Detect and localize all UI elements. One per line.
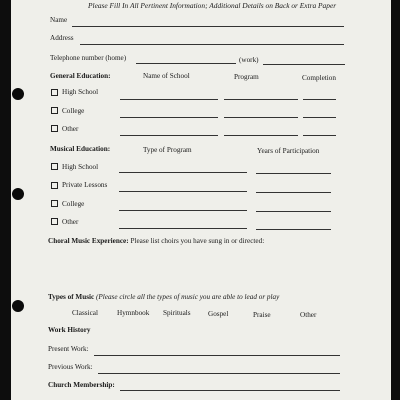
name-field[interactable] xyxy=(72,26,344,27)
choral-section xyxy=(48,238,264,245)
row-label-other: Other xyxy=(62,218,79,226)
choral-prompt: Please list choirs you have sung in or directed: xyxy=(130,237,265,245)
types-of-music-section xyxy=(48,294,279,301)
music-option-hymnbook[interactable]: Hymnbook xyxy=(117,309,150,317)
row-label-high-school: High School xyxy=(62,163,99,171)
years-field[interactable] xyxy=(256,211,331,212)
completion-field[interactable] xyxy=(303,135,336,136)
telephone-work-label: (work) xyxy=(239,56,259,64)
type-of-program-field[interactable] xyxy=(119,210,247,211)
years-field[interactable] xyxy=(256,173,331,174)
address-label: Address xyxy=(50,34,74,42)
punch-hole xyxy=(12,88,24,100)
present-work-label: Present Work: xyxy=(48,345,89,353)
previous-work-field[interactable] xyxy=(98,373,340,374)
header-note: Please Fill In All Pertinent Information; Additional Details on Back or Extra Paper xyxy=(88,1,337,10)
music-option-other[interactable]: Other xyxy=(300,311,317,319)
type-of-program-field[interactable] xyxy=(119,172,247,173)
types-of-music-heading: Types of Music xyxy=(48,293,95,301)
col-completion: Completion xyxy=(302,74,336,82)
row-label-other: Other xyxy=(62,125,79,133)
row-label-high-school: High School xyxy=(62,88,99,96)
checkbox-high-school[interactable] xyxy=(51,89,58,96)
types-of-music-instruction: (Please circle all the types of music you are able to lead or play xyxy=(95,293,280,301)
present-work-field[interactable] xyxy=(94,355,340,356)
music-option-praise[interactable]: Praise xyxy=(253,311,271,319)
punch-hole xyxy=(12,300,24,312)
row-label-college: College xyxy=(62,107,85,115)
church-membership-field[interactable] xyxy=(120,390,340,391)
music-option-spirituals[interactable]: Spirituals xyxy=(163,309,191,317)
address-field[interactable] xyxy=(80,44,344,45)
row-label-private-lessons: Private Lessons xyxy=(62,181,108,189)
checkbox-college[interactable] xyxy=(51,107,58,114)
musical-education-heading: Musical Education: xyxy=(50,145,111,153)
school-name-field[interactable] xyxy=(120,99,218,100)
completion-field[interactable] xyxy=(303,99,336,100)
general-education-heading: General Education: xyxy=(50,72,111,80)
work-history-heading: Work History xyxy=(48,326,91,334)
telephone-work-field[interactable] xyxy=(263,64,345,65)
checkbox-high-school[interactable] xyxy=(51,163,58,170)
row-label-college: College xyxy=(62,200,85,208)
music-option-classical[interactable]: Classical xyxy=(72,309,98,317)
choral-heading: Choral Music Experience: xyxy=(48,237,129,245)
type-of-program-field[interactable] xyxy=(119,228,247,229)
years-field[interactable] xyxy=(256,229,331,230)
col-years-of-participation: Years of Participation xyxy=(257,147,320,155)
completion-field[interactable] xyxy=(303,117,336,118)
program-field[interactable] xyxy=(224,99,298,100)
col-program: Program xyxy=(234,73,259,81)
checkbox-other[interactable] xyxy=(51,218,58,225)
col-name-of-school: Name of School xyxy=(143,72,190,80)
col-type-of-program: Type of Program xyxy=(143,146,192,154)
checkbox-other[interactable] xyxy=(51,125,58,132)
program-field[interactable] xyxy=(224,117,298,118)
school-name-field[interactable] xyxy=(120,135,218,136)
years-field[interactable] xyxy=(256,192,331,193)
type-of-program-field[interactable] xyxy=(119,191,247,192)
checkbox-private-lessons[interactable] xyxy=(51,182,58,189)
checkbox-college[interactable] xyxy=(51,200,58,207)
telephone-home-field[interactable] xyxy=(136,63,236,64)
church-membership-label: Church Membership: xyxy=(48,381,115,389)
name-label: Name xyxy=(50,16,68,24)
school-name-field[interactable] xyxy=(120,117,218,118)
telephone-home-label: Telephone number (home) xyxy=(50,54,127,62)
previous-work-label: Previous Work: xyxy=(48,363,93,371)
program-field[interactable] xyxy=(224,135,298,136)
music-option-gospel[interactable]: Gospel xyxy=(208,310,229,318)
punch-hole xyxy=(12,188,24,200)
